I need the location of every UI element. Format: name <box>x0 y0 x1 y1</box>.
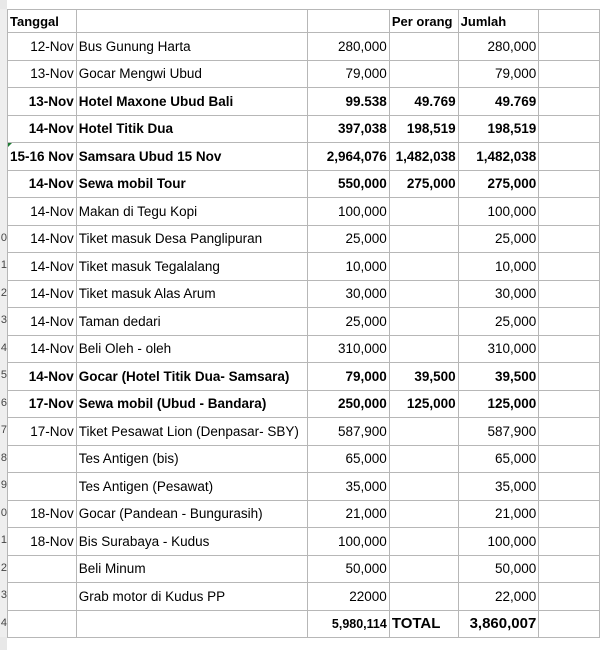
per-orang-cell[interactable] <box>389 33 458 61</box>
per-orang-cell[interactable] <box>389 198 458 226</box>
header-description[interactable] <box>76 10 307 33</box>
date-cell[interactable]: 15-16 Nov <box>8 143 77 171</box>
header-total[interactable] <box>307 10 389 33</box>
per-orang-cell[interactable]: 198,519 <box>389 115 458 143</box>
total-cell[interactable]: 99.538 <box>307 88 389 116</box>
date-cell[interactable]: 13-Nov <box>8 88 77 116</box>
row-number[interactable] <box>0 60 7 88</box>
row-number[interactable] <box>0 32 7 60</box>
description-cell[interactable]: Sewa mobil (Ubud - Bandara) <box>76 390 307 418</box>
per-orang-cell[interactable] <box>389 528 458 556</box>
per-orang-cell[interactable] <box>389 225 458 253</box>
date-cell[interactable]: 14-Nov <box>8 363 77 391</box>
per-orang-cell[interactable]: 275,000 <box>389 170 458 198</box>
date-cell[interactable]: 14-Nov <box>8 335 77 363</box>
date-cell[interactable]: 14-Nov <box>8 253 77 281</box>
per-orang-cell[interactable] <box>389 473 458 501</box>
row-number[interactable]: 2 <box>0 280 7 308</box>
date-cell[interactable]: 18-Nov <box>8 528 77 556</box>
jumlah-cell[interactable]: 280,000 <box>458 33 539 61</box>
table-row <box>8 143 600 171</box>
row-number[interactable]: 7 <box>0 417 7 445</box>
row-number[interactable]: 3 <box>0 582 7 610</box>
jumlah-cell[interactable]: 100,000 <box>458 528 539 556</box>
empty-cell[interactable] <box>539 363 600 391</box>
empty-cell[interactable] <box>539 170 600 198</box>
empty-cell[interactable] <box>539 418 600 446</box>
header-tanggal[interactable]: Tanggal <box>8 10 77 33</box>
row-number[interactable] <box>0 115 7 143</box>
row-number[interactable]: 0 <box>0 500 7 528</box>
total-cell[interactable]: 2,964,076 <box>307 143 389 171</box>
jumlah-cell[interactable]: 50,000 <box>458 555 539 583</box>
total-row <box>8 610 600 638</box>
empty-cell[interactable] <box>539 555 600 583</box>
jumlah-cell[interactable]: 21,000 <box>458 500 539 528</box>
table-row <box>8 280 600 308</box>
jumlah-cell[interactable]: 25,000 <box>458 308 539 336</box>
description-cell[interactable]: Tiket Pesawat Lion (Denpasar- SBY) <box>76 418 307 446</box>
jumlah-cell[interactable]: 275,000 <box>458 170 539 198</box>
grand-total-cell[interactable]: 5,980,114 <box>307 610 389 638</box>
total-cell[interactable]: 22000 <box>307 583 389 611</box>
per-orang-cell[interactable] <box>389 418 458 446</box>
per-orang-cell[interactable]: 125,000 <box>389 390 458 418</box>
description-cell[interactable]: Gocar (Pandean - Bungurasih) <box>76 500 307 528</box>
total-cell[interactable]: 397,038 <box>307 115 389 143</box>
jumlah-cell[interactable]: 10,000 <box>458 253 539 281</box>
description-cell[interactable]: Tes Antigen (bis) <box>76 445 307 473</box>
jumlah-cell[interactable]: 22,000 <box>458 583 539 611</box>
total-cell[interactable]: 21,000 <box>307 500 389 528</box>
total-date-cell[interactable] <box>8 610 77 638</box>
date-cell[interactable]: 14-Nov <box>8 280 77 308</box>
total-cell[interactable]: 250,000 <box>307 390 389 418</box>
date-cell[interactable]: 12-Nov <box>8 33 77 61</box>
table-row <box>8 473 600 501</box>
total-label[interactable]: TOTAL <box>389 610 458 638</box>
header-extra[interactable] <box>539 10 600 33</box>
jumlah-cell[interactable]: 30,000 <box>458 280 539 308</box>
table-row <box>8 33 600 61</box>
per-orang-cell[interactable]: 1,482,038 <box>389 143 458 171</box>
jumlah-cell[interactable]: 100,000 <box>458 198 539 226</box>
description-cell[interactable]: Taman dedari <box>76 308 307 336</box>
description-cell[interactable]: Tes Antigen (Pesawat) <box>76 473 307 501</box>
empty-cell[interactable] <box>539 115 600 143</box>
description-cell[interactable]: Hotel Maxone Ubud Bali <box>76 88 307 116</box>
table-row <box>8 253 600 281</box>
empty-cell[interactable] <box>539 445 600 473</box>
row-number[interactable]: 4 <box>0 610 7 638</box>
total-cell[interactable]: 79,000 <box>307 363 389 391</box>
date-cell[interactable] <box>8 583 77 611</box>
description-cell[interactable]: Bis Surabaya - Kudus <box>76 528 307 556</box>
total-desc-cell[interactable] <box>76 610 307 638</box>
empty-cell[interactable] <box>539 583 600 611</box>
grand-jumlah-cell[interactable]: 3,860,007 <box>458 610 539 638</box>
total-cell[interactable]: 65,000 <box>307 445 389 473</box>
total-cell[interactable]: 10,000 <box>307 253 389 281</box>
description-cell[interactable]: Tiket masuk Desa Panglipuran <box>76 225 307 253</box>
empty-cell[interactable] <box>539 225 600 253</box>
description-cell[interactable]: Makan di Tegu Kopi <box>76 198 307 226</box>
jumlah-cell[interactable]: 198,519 <box>458 115 539 143</box>
empty-cell[interactable] <box>539 33 600 61</box>
per-orang-cell[interactable] <box>389 445 458 473</box>
date-cell[interactable]: 17-Nov <box>8 390 77 418</box>
row-number[interactable] <box>0 170 7 198</box>
total-cell[interactable]: 79,000 <box>307 60 389 88</box>
total-cell[interactable]: 25,000 <box>307 308 389 336</box>
date-cell[interactable]: 18-Nov <box>8 500 77 528</box>
total-cell[interactable]: 280,000 <box>307 33 389 61</box>
table-row <box>8 115 600 143</box>
row-number[interactable]: 3 <box>0 307 7 335</box>
table-row <box>8 583 600 611</box>
per-orang-cell[interactable] <box>389 280 458 308</box>
date-cell[interactable]: 14-Nov <box>8 225 77 253</box>
row-number-gutter <box>0 0 7 650</box>
row-number[interactable] <box>0 87 7 115</box>
date-cell[interactable]: 14-Nov <box>8 308 77 336</box>
jumlah-cell[interactable]: 25,000 <box>458 225 539 253</box>
row-number[interactable]: 9 <box>0 472 7 500</box>
row-number[interactable]: 6 <box>0 390 7 418</box>
description-cell[interactable]: Tiket masuk Tegalalang <box>76 253 307 281</box>
row-number[interactable]: 8 <box>0 445 7 473</box>
empty-cell[interactable] <box>539 88 600 116</box>
empty-cell[interactable] <box>539 60 600 88</box>
table-row <box>8 225 600 253</box>
table-row <box>8 198 600 226</box>
table-row <box>8 528 600 556</box>
per-orang-cell[interactable] <box>389 308 458 336</box>
description-cell[interactable]: Gocar (Hotel Titik Dua- Samsara) <box>76 363 307 391</box>
empty-cell[interactable] <box>539 500 600 528</box>
empty-cell[interactable] <box>539 280 600 308</box>
row-number[interactable]: 1 <box>0 252 7 280</box>
jumlah-cell[interactable]: 49.769 <box>458 88 539 116</box>
date-cell[interactable]: 14-Nov <box>8 170 77 198</box>
row-number[interactable]: 2 <box>0 555 7 583</box>
description-cell[interactable]: Hotel Titik Dua <box>76 115 307 143</box>
empty-cell[interactable] <box>539 390 600 418</box>
table-row <box>8 363 600 391</box>
total-cell[interactable]: 25,000 <box>307 225 389 253</box>
date-cell[interactable]: 17-Nov <box>8 418 77 446</box>
per-orang-cell[interactable]: 39,500 <box>389 363 458 391</box>
jumlah-cell[interactable]: 310,000 <box>458 335 539 363</box>
date-cell[interactable] <box>8 555 77 583</box>
table-row <box>8 418 600 446</box>
empty-cell[interactable] <box>539 528 600 556</box>
header-row <box>8 10 600 33</box>
per-orang-cell[interactable] <box>389 335 458 363</box>
empty-cell[interactable] <box>539 143 600 171</box>
per-orang-cell[interactable]: 49.769 <box>389 88 458 116</box>
per-orang-cell[interactable] <box>389 583 458 611</box>
row-number[interactable] <box>0 197 7 225</box>
table-row <box>8 445 600 473</box>
total-cell[interactable]: 100,000 <box>307 198 389 226</box>
jumlah-cell[interactable]: 1,482,038 <box>458 143 539 171</box>
row-number[interactable]: 0 <box>0 225 7 253</box>
row-number[interactable] <box>0 142 7 170</box>
empty-cell[interactable] <box>539 335 600 363</box>
table-row <box>8 170 600 198</box>
row-number[interactable]: 4 <box>0 335 7 363</box>
row-number[interactable]: 5 <box>0 362 7 390</box>
total-cell[interactable]: 310,000 <box>307 335 389 363</box>
jumlah-cell[interactable]: 39,500 <box>458 363 539 391</box>
total-cell[interactable]: 550,000 <box>307 170 389 198</box>
table-row <box>8 500 600 528</box>
description-cell[interactable]: Bus Gunung Harta <box>76 33 307 61</box>
jumlah-cell[interactable]: 587,900 <box>458 418 539 446</box>
header-per-orang[interactable]: Per orang <box>389 10 458 33</box>
row-number[interactable]: 1 <box>0 527 7 555</box>
description-cell[interactable]: Beli Minum <box>76 555 307 583</box>
empty-cell[interactable] <box>539 308 600 336</box>
empty-cell[interactable] <box>539 473 600 501</box>
table-row <box>8 390 600 418</box>
description-cell[interactable]: Sewa mobil Tour <box>76 170 307 198</box>
row-number[interactable] <box>0 9 7 32</box>
description-cell[interactable]: Samsara Ubud 15 Nov <box>76 143 307 171</box>
description-cell[interactable]: Grab motor di Kudus PP <box>76 583 307 611</box>
expense-sheet <box>7 9 600 638</box>
per-orang-cell[interactable] <box>389 500 458 528</box>
total-cell[interactable]: 35,000 <box>307 473 389 501</box>
per-orang-cell[interactable] <box>389 60 458 88</box>
total-cell[interactable]: 587,900 <box>307 418 389 446</box>
description-cell[interactable]: Beli Oleh - oleh <box>76 335 307 363</box>
table-row <box>8 555 600 583</box>
total-cell[interactable]: 100,000 <box>307 528 389 556</box>
empty-cell[interactable] <box>539 198 600 226</box>
header-jumlah[interactable]: Jumlah <box>458 10 539 33</box>
empty-cell[interactable] <box>539 610 600 638</box>
table-row <box>8 88 600 116</box>
table-row <box>8 60 600 88</box>
table-row <box>8 335 600 363</box>
table-row <box>8 308 600 336</box>
total-cell[interactable]: 50,000 <box>307 555 389 583</box>
empty-cell[interactable] <box>539 253 600 281</box>
jumlah-cell[interactable]: 79,000 <box>458 60 539 88</box>
per-orang-cell[interactable] <box>389 253 458 281</box>
date-cell[interactable] <box>8 445 77 473</box>
jumlah-cell[interactable]: 125,000 <box>458 390 539 418</box>
date-cell[interactable]: 14-Nov <box>8 115 77 143</box>
date-cell[interactable] <box>8 473 77 501</box>
total-cell[interactable]: 30,000 <box>307 280 389 308</box>
jumlah-cell[interactable]: 35,000 <box>458 473 539 501</box>
description-cell[interactable]: Gocar Mengwi Ubud <box>76 60 307 88</box>
date-cell[interactable]: 14-Nov <box>8 198 77 226</box>
jumlah-cell[interactable]: 65,000 <box>458 445 539 473</box>
description-cell[interactable]: Tiket masuk Alas Arum <box>76 280 307 308</box>
per-orang-cell[interactable] <box>389 555 458 583</box>
date-cell[interactable]: 13-Nov <box>8 60 77 88</box>
